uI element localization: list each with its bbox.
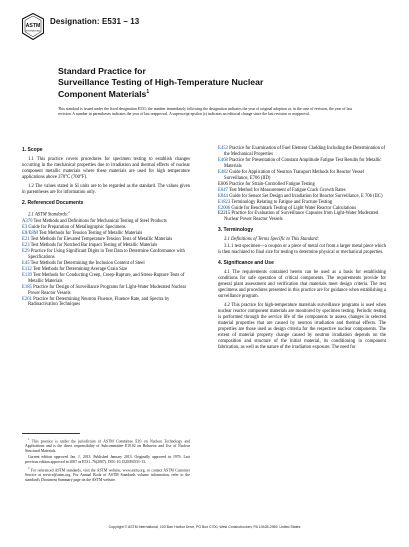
- reference-title: Practice for Strain-Controlled Fatigue Testing: [227, 181, 315, 187]
- left-column: [22, 148, 190, 311]
- copyright-notice: Copyright © ASTM International, 100 Barr Harbor Drive, PO Box C700, West Conshohocken, PA 19428-2959. United States: [108, 525, 301, 529]
- reference-list-right: [218, 146, 386, 223]
- reference-title: Guide for Preparation of Metallographic Specimens: [27, 225, 126, 231]
- reference-title: Test Methods for Elevated Temperature Tension Tests of Metallic Materials: [29, 237, 173, 242]
- reference-title: Test Methods for Notched Bar Impact Testing of Metallic Materials: [29, 242, 158, 248]
- reference-code-link[interactable]: E21: [22, 237, 30, 242]
- terminology-paragraph-1: 3.1.1 test specimen—a coupon or a piece of metal cut from a larger metal piece which is then machined to final size for testing to determine physical or mechanical properties.: [218, 244, 386, 256]
- scope-paragraph-2: 1.2 The values stated in SI units are to be regarded as the standard. The values given in parentheses are for information only.: [22, 183, 190, 195]
- reference-item: [22, 249, 190, 261]
- reference-title: Test Methods for Conducting Creep, Creep-Rupture, and Stress-Rupture Tests of Metallic Materials: [28, 272, 185, 284]
- section-heading-referenced-documents: 2. Referenced Documents: [22, 199, 84, 206]
- reference-code-link[interactable]: E261: [22, 296, 32, 302]
- svg-text:INTERNATIONAL: INTERNATIONAL: [25, 30, 41, 33]
- reference-title: Guide for Benchmark Testing of Light Water Reactor Calculations: [230, 205, 357, 211]
- reference-code-link[interactable]: E468: [218, 157, 228, 163]
- footnote-2: $^2$ For referenced ASTM standards, visit the ASTM website, www.astm.org, or contact ASTM Customer Service at service@astm.org. For Annual Book of ASTM Standards volume information, refer to the standard's Document Summary page on the ASTM website.: [25, 466, 190, 483]
- reference-list-left: [22, 219, 190, 308]
- reference-item: [218, 158, 386, 170]
- astm-standards-subheading: 2.1 ASTM Standards:$^2$: [28, 209, 70, 218]
- reference-item: [22, 297, 190, 309]
- title-line-1: Standard Practice for: [58, 66, 146, 76]
- reference-code-link[interactable]: E2006: [218, 205, 231, 211]
- reference-title: Guide for Application of Neutron Transport Methods for Reactor Vessel Surveillance, E706 (IID): [224, 169, 364, 181]
- footnote-1: $^1$ This practice is under the jurisdiction of ASTM Committee E10 on Nuclear Technology and Applications and is the direct responsibility of Subcommittee E10.02 on Behavior and Use of Nuclear Structural Materials.: [25, 437, 190, 453]
- reference-code-link[interactable]: E8/E8M: [22, 231, 38, 237]
- reference-item: [22, 273, 190, 285]
- reference-code-link[interactable]: E482: [218, 169, 228, 175]
- scope-paragraph-1: 1.1 This practice covers procedures for specimen testing to establish changes occurring in the mechanical properties due to irradiation and thermal effects of nuclear component metallic materials where these materials are used for high temperature applications above 370°C (700°F).: [22, 156, 190, 180]
- reference-code-link[interactable]: E3: [22, 225, 28, 231]
- right-column: [218, 146, 386, 354]
- significance-paragraph-2: 4.2 This practice for high-temperature materials surveillance programs is used when nuclear reactor component materials are monitored by specimen testing. Periodic testing is performed through the service life of the components to assess changes in selected material properties that are caused by neutron irradiation and thermal effects. The properties are those used as design criteria for the respective nuclear components. The extent of material property change caused by neutron irradiation depends on the composition and structure of the initial material, its conditioning in component fabrication, as well as the nature of the irradiation exposure. The need for: [218, 302, 386, 350]
- reference-code-link[interactable]: E139: [22, 272, 32, 278]
- reference-title: Terminology Relating to Fatigue and Fracture Testing: [230, 199, 333, 205]
- svg-text:ASTM: ASTM: [25, 22, 41, 29]
- footnote-divider: [22, 433, 80, 434]
- reference-code-link[interactable]: E2215: [218, 211, 231, 217]
- reference-title: Practice for Evaluation of Surveillance Capsules from Light-Water Moderated Nuclear Power Reactor Vessels: [224, 211, 379, 223]
- reference-code-link[interactable]: E1823: [218, 199, 231, 205]
- significance-paragraph-1: 4.1 The requirements contained herein can be used as a basis for establishing conditions for safe operation of critical components. The requirements provide for general plant assessment and verification that materials meet design criteria. The test specimens and procedures presented in this practice are for guidance when establishing a surveillance program.: [218, 270, 386, 299]
- issuance-notice: This standard is issued under the fixed designation E531; the number immediately following the designation indicates the year of original adoption or, in the case of revision, the year of last revision. A number in parentheses indicates the year of last reapproval. A superscript epsilon (ε) indicates an editorial change since the last revision or reapproval.: [58, 107, 352, 116]
- reference-title: Test Methods for Tension Testing of Metallic Materials: [37, 231, 143, 237]
- title-line-2: Surveillance Testing of High-Temperature Nuclear: [58, 76, 264, 87]
- title-line-3: Component Materials$^1$: [58, 88, 150, 99]
- reference-title: Practice for Design of Surveillance Programs for Light-Water Moderated Nuclear Power Reactor Vessels: [28, 284, 187, 296]
- reference-title: Test Methods and Definitions for Mechanical Testing of Steel Products: [32, 219, 167, 225]
- terminology-subheading: 3.1 Definitions of Terms Specific to This Standard:: [224, 237, 319, 243]
- reference-item: [218, 211, 386, 223]
- reference-code-link[interactable]: E606: [218, 181, 228, 187]
- reference-code-link[interactable]: E112: [22, 266, 32, 272]
- reference-title: Test Method for Measurement of Fatigue Crack Growth Rates: [227, 187, 346, 193]
- reference-title: Practice for Presentation of Constant Amplitude Fatigue Test Results for Metallic Materials: [224, 157, 382, 169]
- reference-code-link[interactable]: A370: [22, 219, 33, 225]
- reference-code-link[interactable]: E844: [218, 193, 228, 199]
- reference-item: [218, 170, 386, 182]
- section-heading-significance: 4. Significance and Use: [218, 260, 274, 267]
- reference-code-link[interactable]: E453: [218, 146, 228, 151]
- reference-code-link[interactable]: E45: [22, 260, 30, 266]
- footnote-1-edition: Current edition approved Jan. 1, 2013. Published January 2013. Originally approved in 1976. Last previous edition approved in 2007 as E531–76(2007). DOI: 10.1520/E0531-13.: [25, 455, 190, 464]
- reference-title: Test Methods for Determining Average Grain Size: [31, 266, 128, 272]
- document-title: [58, 66, 358, 99]
- reference-code-link[interactable]: E647: [218, 187, 228, 193]
- reference-title: Guide for Sensor Set Design and Irradiation for Reactor Surveillance, E 706 (IIC): [227, 193, 383, 199]
- reference-title: Test Methods for Determining the Inclusion Content of Steel: [29, 260, 145, 266]
- title-footnote-mark: 1: [146, 89, 150, 95]
- reference-code-link[interactable]: E29: [22, 248, 30, 254]
- reference-code-link[interactable]: E185: [22, 284, 32, 290]
- reference-item: [22, 285, 190, 297]
- reference-title: Practice for Determining Neutron Fluence, Fluence Rate, and Spectra by Radioactivation Techniques: [28, 296, 170, 308]
- astm-logo-icon: [22, 13, 44, 40]
- reference-title: Practice for Using Significant Digits in Test Data to Determine Conformance with Specifications: [28, 248, 185, 260]
- section-heading-terminology: 3. Terminology: [218, 227, 254, 234]
- designation: Designation: E531 – 13: [50, 17, 140, 26]
- reference-item: [218, 146, 386, 158]
- reference-code-link[interactable]: E23: [22, 242, 30, 248]
- section-heading-scope: 1. Scope: [22, 147, 43, 153]
- reference-title: Practice for Examination of Fuel Element Cladding Including the Determination of the Mechanical Properties: [224, 146, 386, 157]
- footnotes: [22, 433, 190, 484]
